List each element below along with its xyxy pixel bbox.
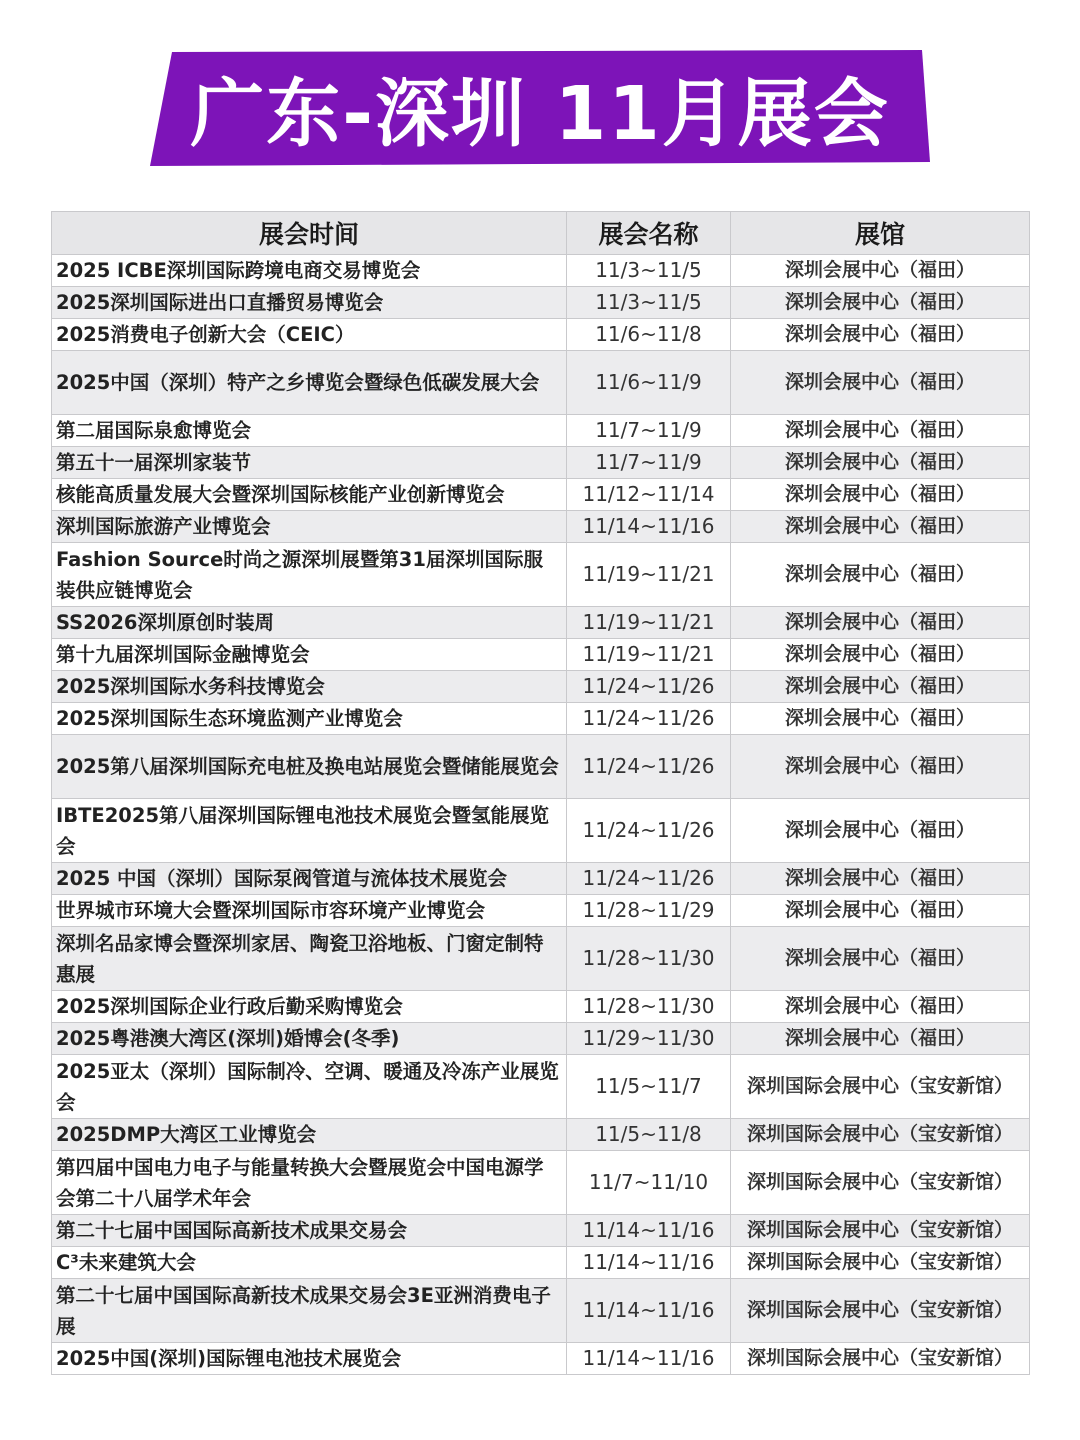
table-row [52, 1151, 1030, 1215]
exhibition-venue-cell: 深圳会展中心（福田） [731, 479, 1030, 511]
exhibition-venue-cell: 深圳会展中心（福田） [731, 255, 1030, 287]
table-row [52, 319, 1030, 351]
exhibition-venue-cell: 深圳会展中心（福田） [731, 799, 1030, 863]
exhibition-date-cell: 11/19~11/21 [567, 607, 731, 639]
column-header-time: 展会时间 [52, 212, 567, 255]
table-row [52, 639, 1030, 671]
table-row [52, 927, 1030, 991]
exhibition-name-cell: 第四届中国电力电子与能量转换大会暨展览会中国电源学会第二十八届学术年会 [52, 1151, 567, 1215]
table-row [52, 351, 1030, 415]
exhibition-name-cell: SS2026深圳原创时装周 [52, 607, 567, 639]
exhibition-venue-cell: 深圳会展中心（福田） [731, 287, 1030, 319]
exhibition-date-cell: 11/7~11/10 [567, 1151, 731, 1215]
exhibition-date-cell: 11/19~11/21 [567, 543, 731, 607]
table-row [52, 479, 1030, 511]
exhibition-venue-cell: 深圳会展中心（福田） [731, 991, 1030, 1023]
table-row [52, 703, 1030, 735]
exhibition-venue-cell: 深圳会展中心（福田） [731, 1023, 1030, 1055]
exhibition-name-cell: 2025中国(深圳)国际锂电池技术展览会 [52, 1343, 567, 1375]
exhibition-name-cell: 第二十七届中国国际高新技术成果交易会3E亚洲消费电子展 [52, 1279, 567, 1343]
exhibition-name-cell: Fashion Source时尚之源深圳展暨第31届深圳国际服装供应链博览会 [52, 543, 567, 607]
exhibition-name-cell: 2025DMP大湾区工业博览会 [52, 1119, 567, 1151]
table-row [52, 735, 1030, 799]
table-row [52, 1247, 1030, 1279]
exhibition-date-cell: 11/5~11/8 [567, 1119, 731, 1151]
exhibition-date-cell: 11/19~11/21 [567, 639, 731, 671]
exhibition-venue-cell: 深圳国际会展中心（宝安新馆） [731, 1247, 1030, 1279]
exhibition-date-cell: 11/7~11/9 [567, 447, 731, 479]
page-title: 广东-深圳 11月展会 [190, 71, 890, 157]
table-row [52, 1343, 1030, 1375]
exhibition-date-cell: 11/28~11/30 [567, 991, 731, 1023]
exhibition-venue-cell: 深圳国际会展中心（宝安新馆） [731, 1279, 1030, 1343]
table-row [52, 255, 1030, 287]
exhibition-name-cell: 2025消费电子创新大会（CEIC） [52, 319, 567, 351]
table-row [52, 863, 1030, 895]
exhibition-date-cell: 11/24~11/26 [567, 863, 731, 895]
exhibition-name-cell: 第二届国际泉愈博览会 [52, 415, 567, 447]
table-row [52, 1119, 1030, 1151]
title-banner [150, 50, 930, 166]
exhibition-date-cell: 11/3~11/5 [567, 255, 731, 287]
exhibition-venue-cell: 深圳会展中心（福田） [731, 351, 1030, 415]
table-row [52, 895, 1030, 927]
table-row [52, 511, 1030, 543]
exhibition-name-cell: 2025 ICBE深圳国际跨境电商交易博览会 [52, 255, 567, 287]
exhibition-table [51, 211, 1030, 1375]
exhibition-venue-cell: 深圳会展中心（福田） [731, 607, 1030, 639]
exhibition-name-cell: 第十九届深圳国际金融博览会 [52, 639, 567, 671]
table-row [52, 607, 1030, 639]
exhibition-date-cell: 11/28~11/29 [567, 895, 731, 927]
exhibition-name-cell: 第五十一届深圳家装节 [52, 447, 567, 479]
exhibition-name-cell: 2025粤港澳大湾区(深圳)婚博会(冬季) [52, 1023, 567, 1055]
exhibition-name-cell: 2025深圳国际企业行政后勤采购博览会 [52, 991, 567, 1023]
table-row [52, 671, 1030, 703]
exhibition-venue-cell: 深圳会展中心（福田） [731, 703, 1030, 735]
exhibition-name-cell: 2025深圳国际进出口直播贸易博览会 [52, 287, 567, 319]
exhibition-date-cell: 11/7~11/9 [567, 415, 731, 447]
exhibition-date-cell: 11/24~11/26 [567, 671, 731, 703]
exhibition-name-cell: 2025中国（深圳）特产之乡博览会暨绿色低碳发展大会 [52, 351, 567, 415]
exhibition-name-cell: 2025深圳国际水务科技博览会 [52, 671, 567, 703]
exhibition-name-cell: 2025 中国（深圳）国际泵阀管道与流体技术展览会 [52, 863, 567, 895]
exhibition-name-cell: 深圳国际旅游产业博览会 [52, 511, 567, 543]
exhibition-date-cell: 11/6~11/9 [567, 351, 731, 415]
table-row [52, 543, 1030, 607]
exhibition-name-cell: C³未来建筑大会 [52, 1247, 567, 1279]
exhibition-venue-cell: 深圳会展中心（福田） [731, 319, 1030, 351]
column-header-name: 展会名称 [567, 212, 731, 255]
exhibition-name-cell: 核能高质量发展大会暨深圳国际核能产业创新博览会 [52, 479, 567, 511]
table-row [52, 1215, 1030, 1247]
exhibition-date-cell: 11/12~11/14 [567, 479, 731, 511]
exhibition-venue-cell: 深圳会展中心（福田） [731, 895, 1030, 927]
column-header-venue: 展馆 [731, 212, 1030, 255]
exhibition-date-cell: 11/5~11/7 [567, 1055, 731, 1119]
table-row [52, 991, 1030, 1023]
exhibition-venue-cell: 深圳会展中心（福田） [731, 511, 1030, 543]
exhibition-date-cell: 11/14~11/16 [567, 1279, 731, 1343]
exhibition-date-cell: 11/14~11/16 [567, 511, 731, 543]
exhibition-name-cell: 第二十七届中国国际高新技术成果交易会 [52, 1215, 567, 1247]
table-row [52, 415, 1030, 447]
exhibition-venue-cell: 深圳会展中心（福田） [731, 543, 1030, 607]
table-row [52, 287, 1030, 319]
exhibition-venue-cell: 深圳会展中心（福田） [731, 415, 1030, 447]
exhibition-date-cell: 11/24~11/26 [567, 735, 731, 799]
table-row [52, 1279, 1030, 1343]
exhibition-venue-cell: 深圳国际会展中心（宝安新馆） [731, 1055, 1030, 1119]
exhibition-date-cell: 11/3~11/5 [567, 287, 731, 319]
exhibition-date-cell: 11/24~11/26 [567, 703, 731, 735]
exhibition-name-cell: 世界城市环境大会暨深圳国际市容环境产业博览会 [52, 895, 567, 927]
exhibition-name-cell: 2025深圳国际生态环境监测产业博览会 [52, 703, 567, 735]
table-row [52, 1023, 1030, 1055]
exhibition-date-cell: 11/29~11/30 [567, 1023, 731, 1055]
exhibition-venue-cell: 深圳会展中心（福田） [731, 863, 1030, 895]
exhibition-date-cell: 11/14~11/16 [567, 1247, 731, 1279]
exhibition-venue-cell: 深圳会展中心（福田） [731, 639, 1030, 671]
exhibition-date-cell: 11/24~11/26 [567, 799, 731, 863]
exhibition-venue-cell: 深圳国际会展中心（宝安新馆） [731, 1119, 1030, 1151]
exhibition-date-cell: 11/28~11/30 [567, 927, 731, 991]
exhibition-name-cell: 深圳名品家博会暨深圳家居、陶瓷卫浴地板、门窗定制特惠展 [52, 927, 567, 991]
exhibition-venue-cell: 深圳会展中心（福田） [731, 735, 1030, 799]
exhibition-venue-cell: 深圳会展中心（福田） [731, 927, 1030, 991]
exhibition-name-cell: 2025亚太（深圳）国际制冷、空调、暖通及冷冻产业展览会 [52, 1055, 567, 1119]
table-row [52, 799, 1030, 863]
table-row [52, 1055, 1030, 1119]
exhibition-venue-cell: 深圳国际会展中心（宝安新馆） [731, 1215, 1030, 1247]
exhibition-name-cell: IBTE2025第八届深圳国际锂电池技术展览会暨氢能展览会 [52, 799, 567, 863]
exhibition-date-cell: 11/14~11/16 [567, 1215, 731, 1247]
exhibition-venue-cell: 深圳国际会展中心（宝安新馆） [731, 1151, 1030, 1215]
exhibition-date-cell: 11/6~11/8 [567, 319, 731, 351]
exhibition-venue-cell: 深圳国际会展中心（宝安新馆） [731, 1343, 1030, 1375]
exhibition-venue-cell: 深圳会展中心（福田） [731, 447, 1030, 479]
table-row [52, 447, 1030, 479]
exhibition-name-cell: 2025第八届深圳国际充电桩及换电站展览会暨储能展览会 [52, 735, 567, 799]
exhibition-venue-cell: 深圳会展中心（福田） [731, 671, 1030, 703]
exhibition-date-cell: 11/14~11/16 [567, 1343, 731, 1375]
table-header-row [52, 212, 1030, 255]
